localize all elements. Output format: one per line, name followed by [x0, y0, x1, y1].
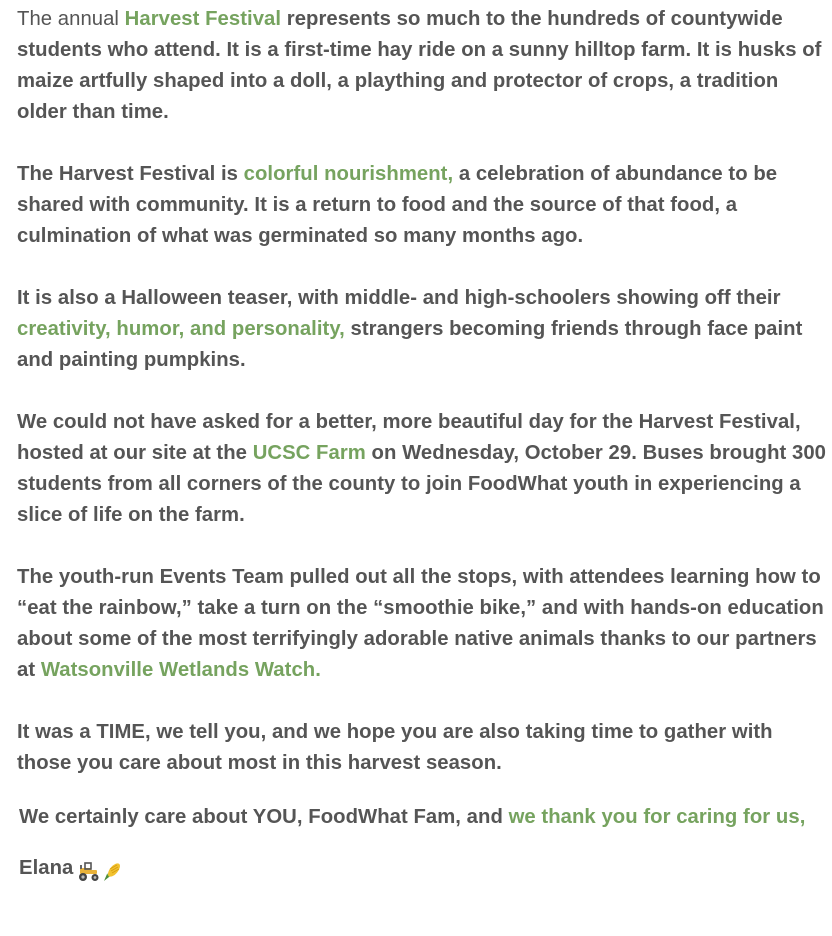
paragraph-1-text-a: The annual	[17, 8, 125, 30]
paragraph-6-text-a: It was a TIME, we tell you, and we hope you are also taking time to gather with those you care about most in this harvest season.	[17, 721, 773, 774]
paragraph-6	[17, 717, 829, 779]
newsletter-body	[17, 4, 829, 887]
paragraph-2	[17, 159, 829, 252]
paragraph-5	[17, 562, 829, 686]
signature-emojis	[77, 856, 123, 887]
paragraph-5-text-a: The youth-run Events Team pulled out all the stops, with attendees learning how to “eat the rainbow,” take a turn on the “smoothie bike,” and with hands-on education about some of the most terrifyingly adorable native animals thanks to our partners at	[17, 566, 824, 681]
paragraph-2-text-a: The Harvest Festival is	[17, 163, 244, 185]
paragraph-4	[17, 407, 829, 531]
creativity-highlight: creativity, humor, and personality,	[17, 318, 345, 340]
paragraph-7	[17, 802, 829, 833]
paragraph-3	[17, 283, 829, 376]
signature-name: Elana	[19, 857, 74, 879]
paragraph-2-text-b: a celebration of abundance to be shared with community. It is a return to food and the source of that food, a culmination of what was germinated so many months ago.	[17, 163, 778, 247]
thank-you-highlight: we thank you for caring for us,	[508, 806, 806, 828]
colorful-nourishment-highlight: colorful nourishment,	[243, 163, 454, 185]
paragraph-3-text-a: It is also a Halloween teaser, with middle- and high-schoolers showing off their	[17, 287, 781, 309]
paragraph-1	[17, 4, 829, 128]
harvest-festival-link[interactable]: Harvest Festival	[124, 8, 282, 30]
paragraph-3-text-b: strangers becoming friends through face paint and painting pumpkins.	[17, 318, 803, 371]
tractor-icon	[77, 862, 101, 882]
signature	[17, 853, 829, 887]
ucsc-farm-link[interactable]: UCSC Farm	[252, 442, 366, 464]
corn-icon	[101, 861, 123, 883]
paragraph-7-text-a: We certainly care about YOU, FoodWhat Fam, and	[19, 806, 509, 828]
paragraph-4-text-b: on Wednesday, October 29. Buses brought 300 students from all corners of the county to join FoodWhat youth in experiencing a slice of life on the farm.	[17, 442, 827, 526]
paragraph-1-text-b: represents so much to the hundreds of countywide students who attend. It is a first-time hay ride on a sunny hilltop farm. It is husks of maize artfully shaped into a doll, a plaything and protector of crops, a tradition older than time.	[17, 8, 822, 123]
paragraph-4-text-a: We could not have asked for a better, more beautiful day for the Harvest Festival, hosted at our site at the	[17, 411, 801, 464]
watsonville-wetlands-watch-link[interactable]: Watsonville Wetlands Watch.	[40, 659, 321, 681]
